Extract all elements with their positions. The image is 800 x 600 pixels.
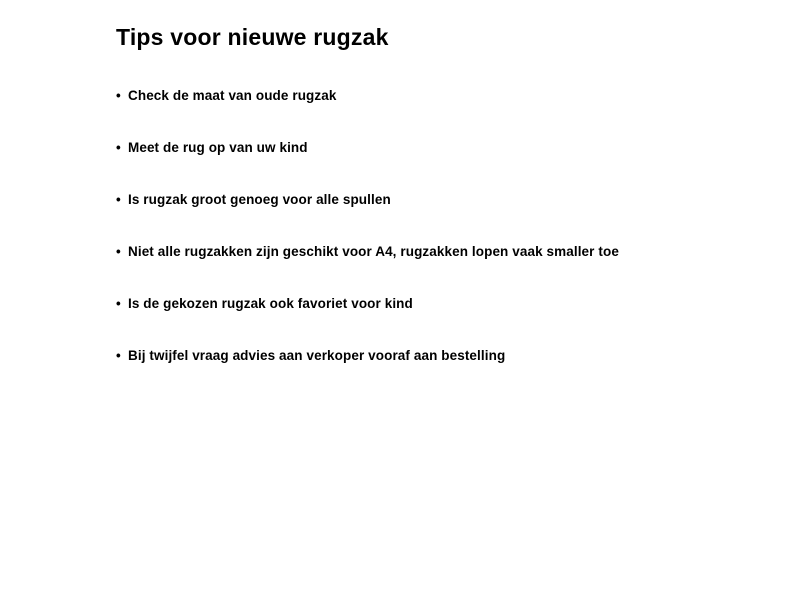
- bullet-item: [116, 139, 619, 191]
- bullet-list: [116, 87, 619, 399]
- bullet-marker-icon: •: [116, 348, 121, 363]
- bullet-item: [116, 87, 619, 139]
- bullet-text: Is rugzak groot genoeg voor alle spullen: [128, 192, 391, 207]
- bullet-item: [116, 243, 619, 295]
- bullet-marker-icon: •: [116, 88, 121, 103]
- slide-title: Tips voor nieuwe rugzak: [116, 24, 389, 50]
- bullet-marker-icon: •: [116, 244, 121, 259]
- bullet-item: [116, 295, 619, 347]
- bullet-text: Meet de rug op van uw kind: [128, 140, 308, 155]
- bullet-text: Bij twijfel vraag advies aan verkoper vooraf aan bestelling: [128, 348, 506, 363]
- bullet-text: Check de maat van oude rugzak: [128, 88, 337, 103]
- bullet-item: [116, 191, 619, 243]
- bullet-text: Is de gekozen rugzak ook favoriet voor kind: [128, 296, 413, 311]
- bullet-item: [116, 347, 619, 399]
- bullet-text: Niet alle rugzakken zijn geschikt voor A4, rugzakken lopen vaak smaller toe: [128, 244, 619, 259]
- bullet-marker-icon: •: [116, 140, 121, 155]
- bullet-marker-icon: •: [116, 192, 121, 207]
- bullet-marker-icon: •: [116, 296, 121, 311]
